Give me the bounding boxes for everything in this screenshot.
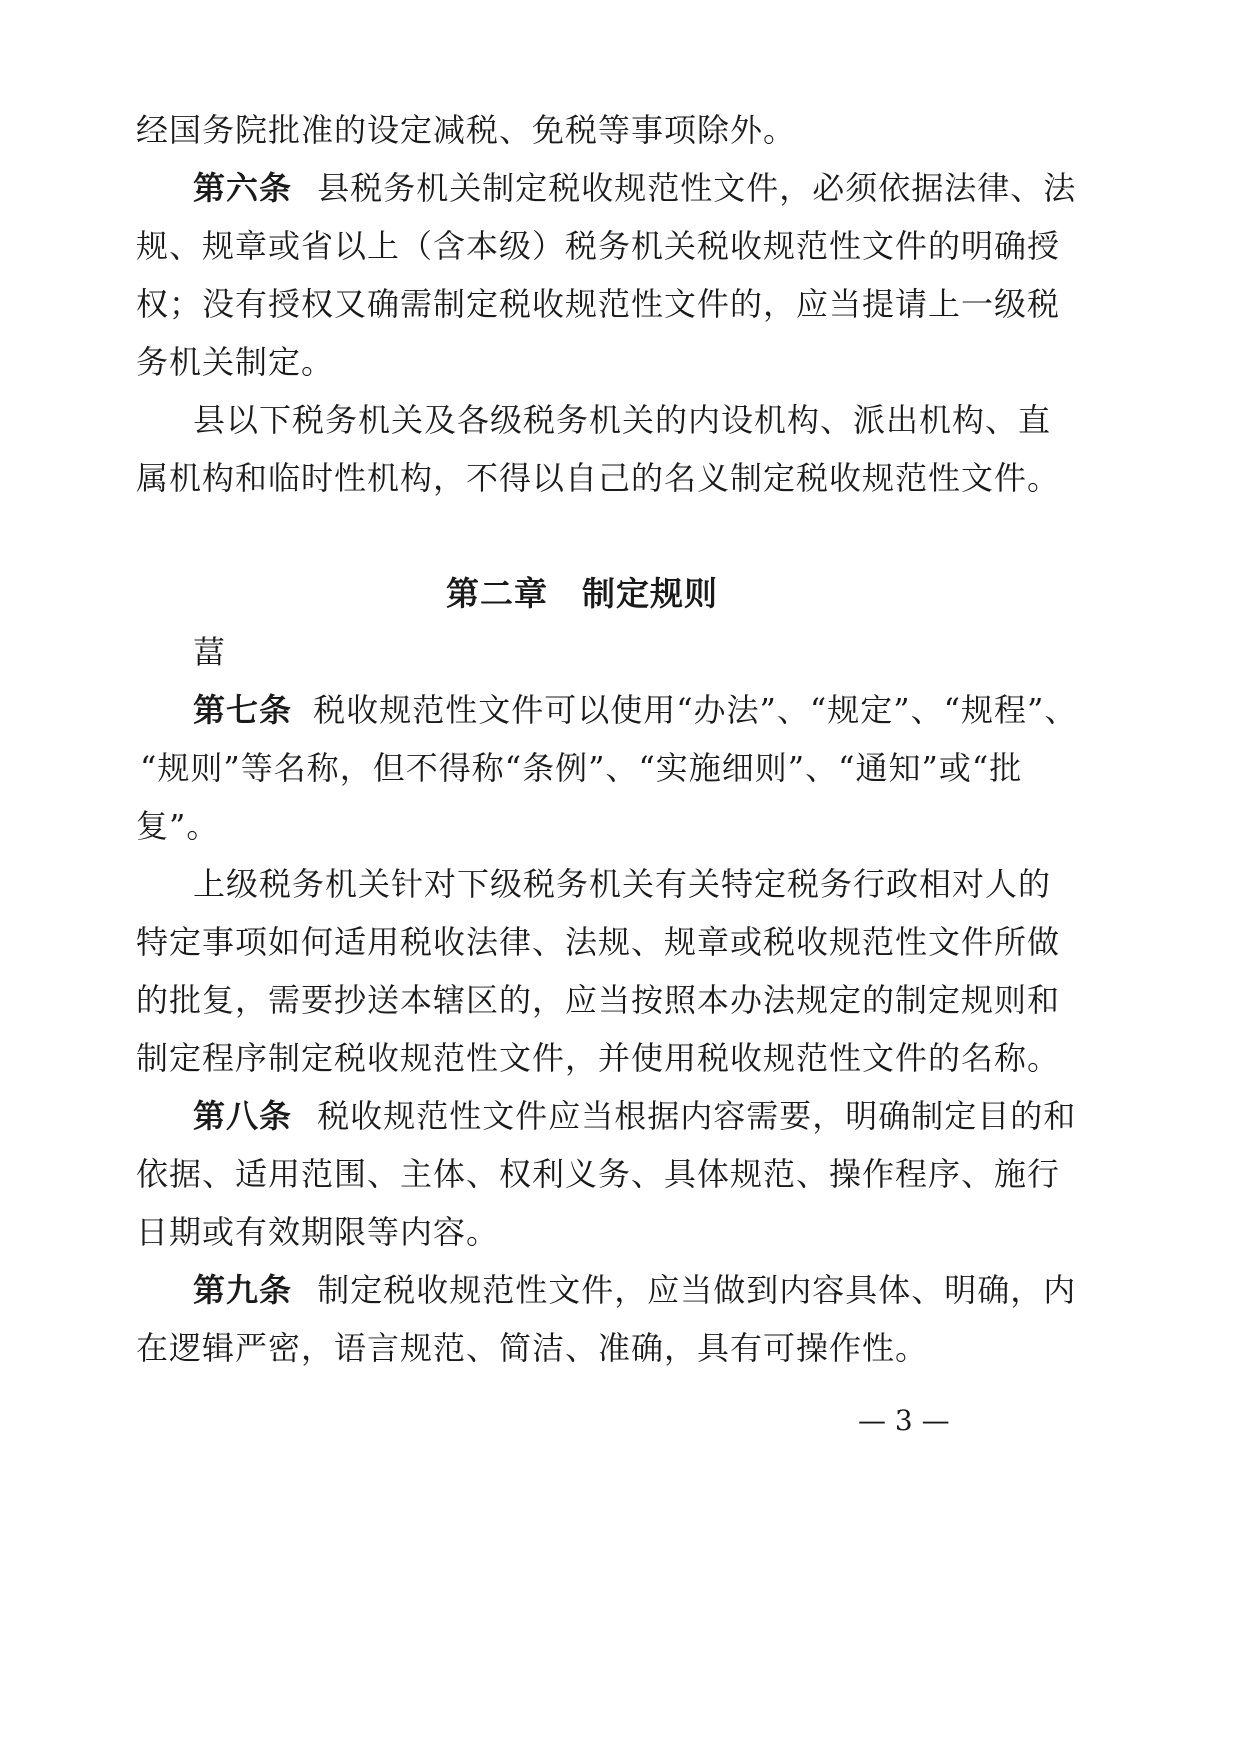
article-8-first-line [193, 1096, 1076, 1136]
article-7-first-line [193, 690, 1077, 730]
text-line-14: 上级税务机关针对下级税务机关有关特定税务行政相对人的 [193, 865, 1052, 903]
text-line-15: 特定事项如何适用税收法律、法规、规章或税收规范性文件所做 [136, 923, 1061, 961]
text-line-3: 规、规章或省以上（含本级）税务机关税收规范性文件的明确授 [136, 227, 1061, 265]
article-8-text: 税收规范性文件应当根据内容需要，明确制定目的和 [317, 1097, 1077, 1135]
stray-character: 葍 [193, 633, 227, 671]
page-number: — 3 — [858, 1404, 950, 1437]
text-line-16: 的批复，需要抄送本辖区的，应当按照本办法规定的制定规则和 [136, 981, 1061, 1019]
text-line-20: 依据、适用范围、主体、权利义务、具体规范、操作程序、施行 [136, 1155, 1061, 1193]
article-6-text: 县税务机关制定税收规范性文件，必须依据法律、法 [317, 169, 1077, 207]
article-7-title: 第七条 [193, 691, 293, 729]
article-8-title: 第八条 [193, 1097, 293, 1135]
article-9-first-line [193, 1270, 1076, 1310]
text-line-5: 务机关制定。 [136, 343, 335, 381]
text-line-12: “规则”等名称，但不得称“条例”、“实施细则”、“通知”或“批 [140, 749, 1023, 787]
text-line-1: 经国务院批准的设定减税、免税等事项除外。 [136, 111, 797, 149]
text-line-17: 制定程序制定税收规范性文件，并使用税收规范性文件的名称。 [136, 1039, 1061, 1077]
text-line-13: 复”。 [136, 807, 220, 845]
text-line-7: 属机构和临时性机构，不得以自己的名义制定税收规范性文件。 [136, 459, 1061, 497]
text-line-6: 县以下税务机关及各级税务机关的内设机构、派出机构、直 [193, 401, 1052, 439]
article-6-title: 第六条 [193, 169, 293, 207]
text-line-24: 在逻辑严密，语言规范、简洁、准确，具有可操作性。 [136, 1329, 929, 1367]
text-line-4: 权；没有授权又确需制定税收规范性文件的，应当提请上一级税 [136, 285, 1061, 323]
text-line-21: 日期或有效期限等内容。 [136, 1213, 500, 1251]
chapter-heading: 第二章 制定规则 [446, 574, 718, 613]
article-6-first-line [193, 168, 1076, 208]
article-7-text: 税收规范性文件可以使用“办法”、“规定”、“规程”、 [313, 691, 1078, 729]
article-9-text: 制定税收规范性文件，应当做到内容具体、明确，内 [317, 1271, 1077, 1309]
article-9-title: 第九条 [193, 1271, 293, 1309]
